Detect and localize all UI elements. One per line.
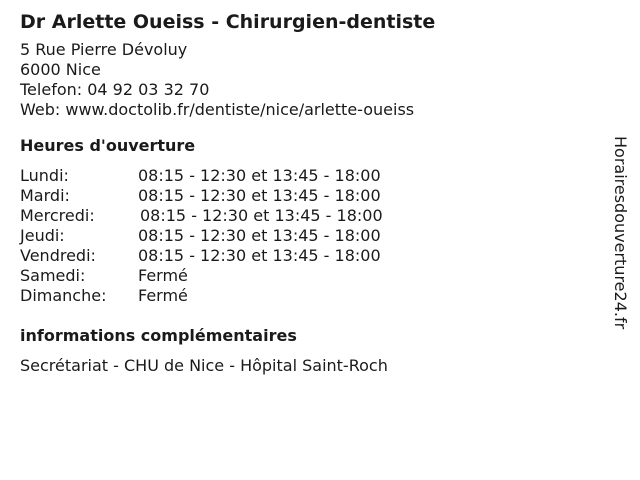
hours-row-thursday (20, 226, 600, 246)
time-value: Fermé (138, 266, 188, 285)
opening-hours-heading: Heures d'ouverture (20, 136, 196, 155)
day-label: Mardi: (20, 186, 70, 205)
day-label: Mercredi: (20, 206, 95, 225)
hours-row-saturday (20, 266, 600, 286)
time-value: 08:15 - 12:30 et 13:45 - 18:00 (140, 206, 383, 225)
listing-card (20, 8, 600, 376)
additional-info-heading: informations complémentaires (20, 326, 297, 345)
hours-row-friday (20, 246, 600, 266)
day-label: Lundi: (20, 166, 69, 185)
time-value: 08:15 - 12:30 et 13:45 - 18:00 (138, 246, 381, 265)
address-city: 6000 Nice (20, 60, 101, 79)
address-street: 5 Rue Pierre Dévoluy (20, 40, 188, 59)
site-watermark: Horairesdouverture24.fr (611, 136, 630, 330)
time-value: 08:15 - 12:30 et 13:45 - 18:00 (138, 166, 381, 185)
time-value: 08:15 - 12:30 et 13:45 - 18:00 (138, 186, 381, 205)
day-label: Jeudi: (20, 226, 65, 245)
time-value: Fermé (138, 286, 188, 305)
page-title: Dr Arlette Oueiss - Chirurgien-dentiste (20, 11, 436, 33)
phone-number[interactable]: Telefon: 04 92 03 32 70 (20, 80, 210, 99)
additional-info-text: Secrétariat - CHU de Nice - Hôpital Saint-Roch (20, 356, 388, 375)
opening-hours-list (20, 166, 600, 306)
day-label: Samedi: (20, 266, 86, 285)
hours-row-wednesday (20, 206, 600, 226)
website-link[interactable]: Web: www.doctolib.fr/dentiste/nice/arlette-oueiss (20, 100, 415, 119)
time-value: 08:15 - 12:30 et 13:45 - 18:00 (138, 226, 381, 245)
day-label: Dimanche: (20, 286, 107, 305)
day-label: Vendredi: (20, 246, 96, 265)
hours-row-sunday (20, 286, 600, 306)
hours-row-monday (20, 166, 600, 186)
hours-row-tuesday (20, 186, 600, 206)
